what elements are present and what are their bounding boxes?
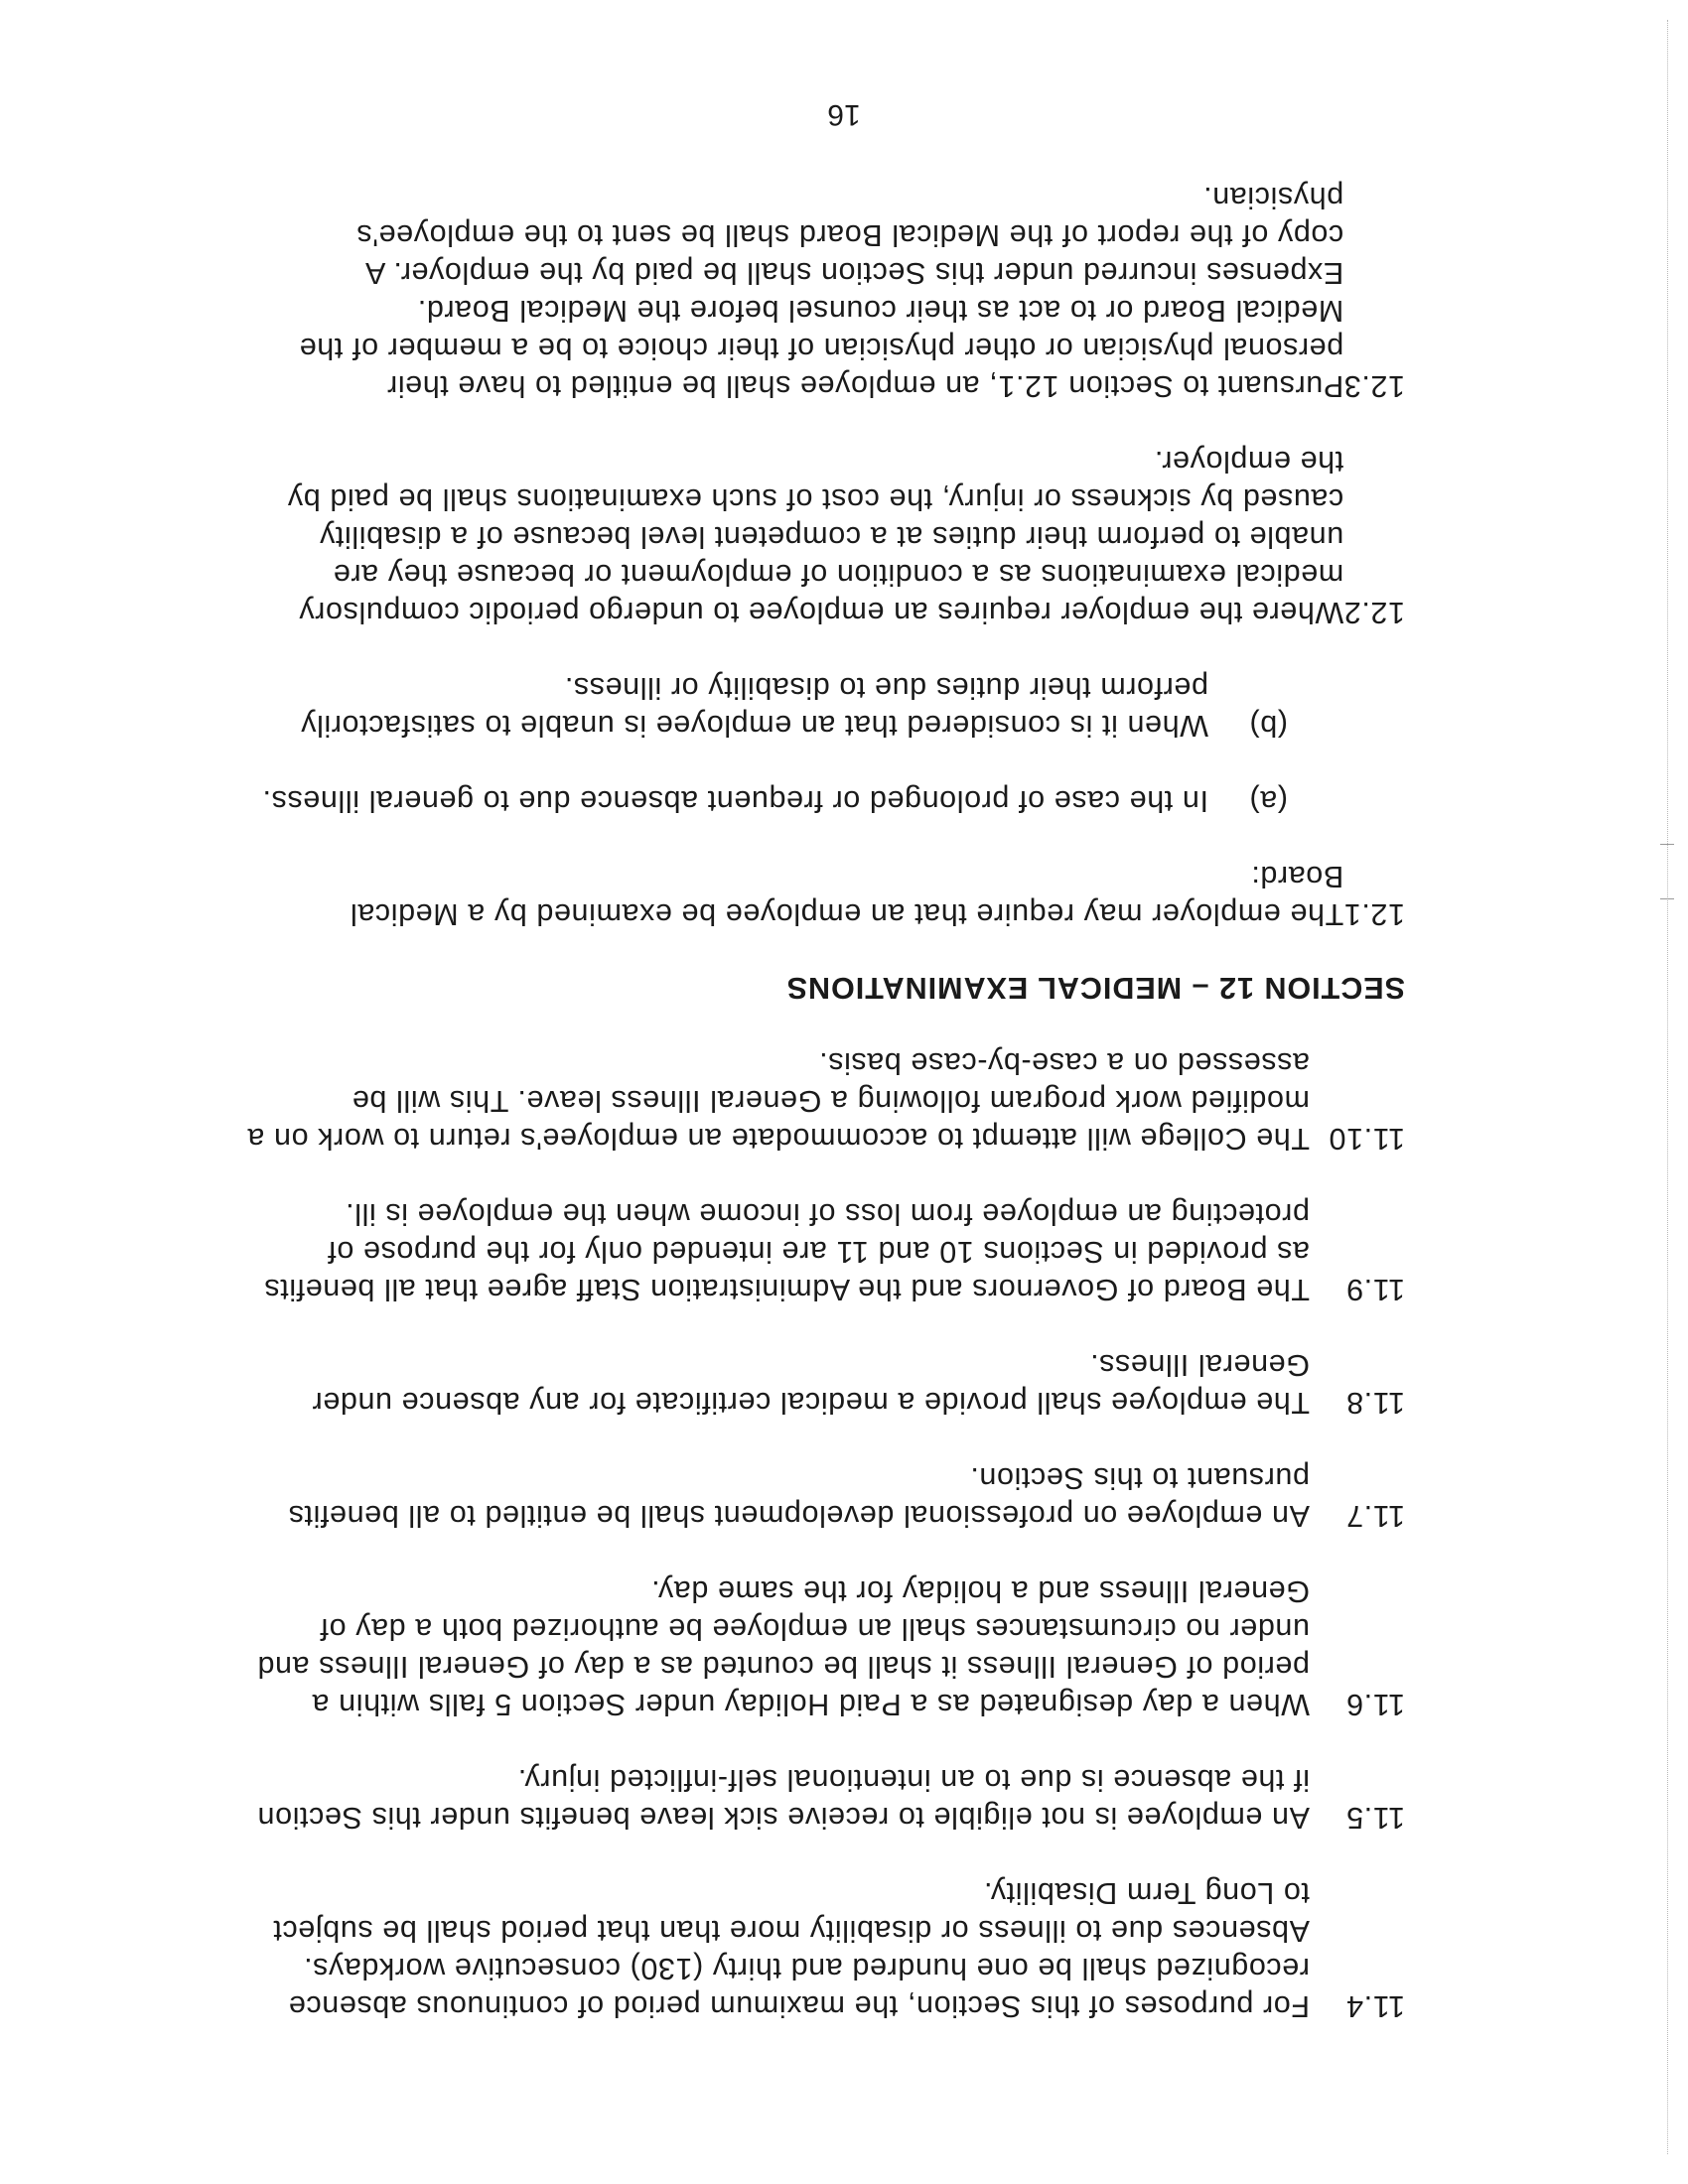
item-label: (a)	[1248, 784, 1288, 818]
item-text: In the case of prolonged or frequent absence due to general illness.	[261, 784, 1208, 818]
page-number: 16	[827, 98, 861, 131]
clause-11-7	[213, 1459, 1405, 1535]
clause-number: 11.5	[1345, 1801, 1405, 1835]
clause-number: 12.3	[1343, 369, 1405, 403]
clause-number: 11.6	[1345, 1688, 1405, 1721]
clause-12-1	[213, 858, 1405, 933]
clause-number: 11.4	[1345, 1989, 1405, 2023]
clause-12-1-item-b	[213, 669, 1288, 745]
clause-number: 11.8	[1345, 1386, 1405, 1420]
clause-11-6	[213, 1572, 1405, 1723]
section-heading: SECTION 12 – MEDICAL EXAMINATIONS	[785, 971, 1405, 1005]
clause-number: 11.9	[1345, 1273, 1405, 1306]
clause-number: 11.7	[1345, 1499, 1405, 1533]
clause-11-8	[213, 1346, 1405, 1422]
clause-12-1-item-a	[213, 782, 1288, 820]
clause-11-9	[213, 1195, 1405, 1308]
clause-text: The Board of Governors and the Administration Staff agree that all benefits as provided in Sections 10 and 11 are intended only for the purpose of protecting an employee from loss of income when the employee is ill.	[263, 1197, 1310, 1306]
clause-text: For purposes of this Section, the maximum period of continuous absence recognized shall be one hundred and thirty (130) consecutive workdays. Absences due to illness or disability more than that period shall be subject to Long Term Disability.	[272, 1876, 1310, 2023]
clause-11-4	[213, 1874, 1405, 2025]
item-label: (b)	[1248, 709, 1288, 743]
document-body	[213, 141, 1405, 2025]
clause-12-2	[213, 443, 1405, 631]
clause-text: An employee on professional development shall be entitled to all benefits pursuant to this Section.	[288, 1461, 1310, 1533]
item-text: When it is considered that an employee is unable to satisfactorily perform their duties due to disability or illness.	[300, 671, 1208, 743]
clause-text: When a day designated as a Paid Holiday under Section 5 falls within a period of General Illness it shall be counted as a day of General Illness and under no circumstances shall an employee be authorized both a day of General Illness and a holiday for the same day.	[256, 1574, 1310, 1721]
clause-text: Pursuant to Section 12.1, an employee shall be entitled to have their personal physician or other physician of their choice to be a member of the Medical Board or to act as their counsel before the Medical Board. Expenses incurred under this Section shall be paid by the employer. A copy of the report of the Medical Board shall be sent to the employee's physician.	[299, 181, 1344, 403]
clause-text: Where the employer requires an employee to undergo periodic compulsory medical examinations as a condition of employment or because they are unable to perform their duties at a competent level because of a disability caused by sickness or injury, the cost of such examinations shall be paid by the employer.	[287, 445, 1344, 629]
clause-number: 11.10	[1328, 1122, 1405, 1156]
clause-11-10	[213, 1044, 1405, 1158]
clause-text: The College will attempt to accommodate an employee's return to work on a modified work program following a General Illness leave. This will be assessed on a case-by-case basis.	[246, 1046, 1310, 1156]
clause-11-5	[213, 1761, 1405, 1837]
clause-text: An employee is not eligible to receive sick leave benefits under this Section if the absence is due to an intentional self-inflicted injury.	[256, 1763, 1310, 1835]
clause-number: 12.2	[1343, 596, 1405, 629]
clause-text: The employer may require that an employee be examined by a Medical Board:	[350, 860, 1344, 931]
clause-text: The employee shall provide a medical certificate for any absence under General Illness.	[312, 1348, 1310, 1420]
clause-number: 12.1	[1343, 897, 1405, 931]
clause-12-3	[213, 179, 1405, 405]
